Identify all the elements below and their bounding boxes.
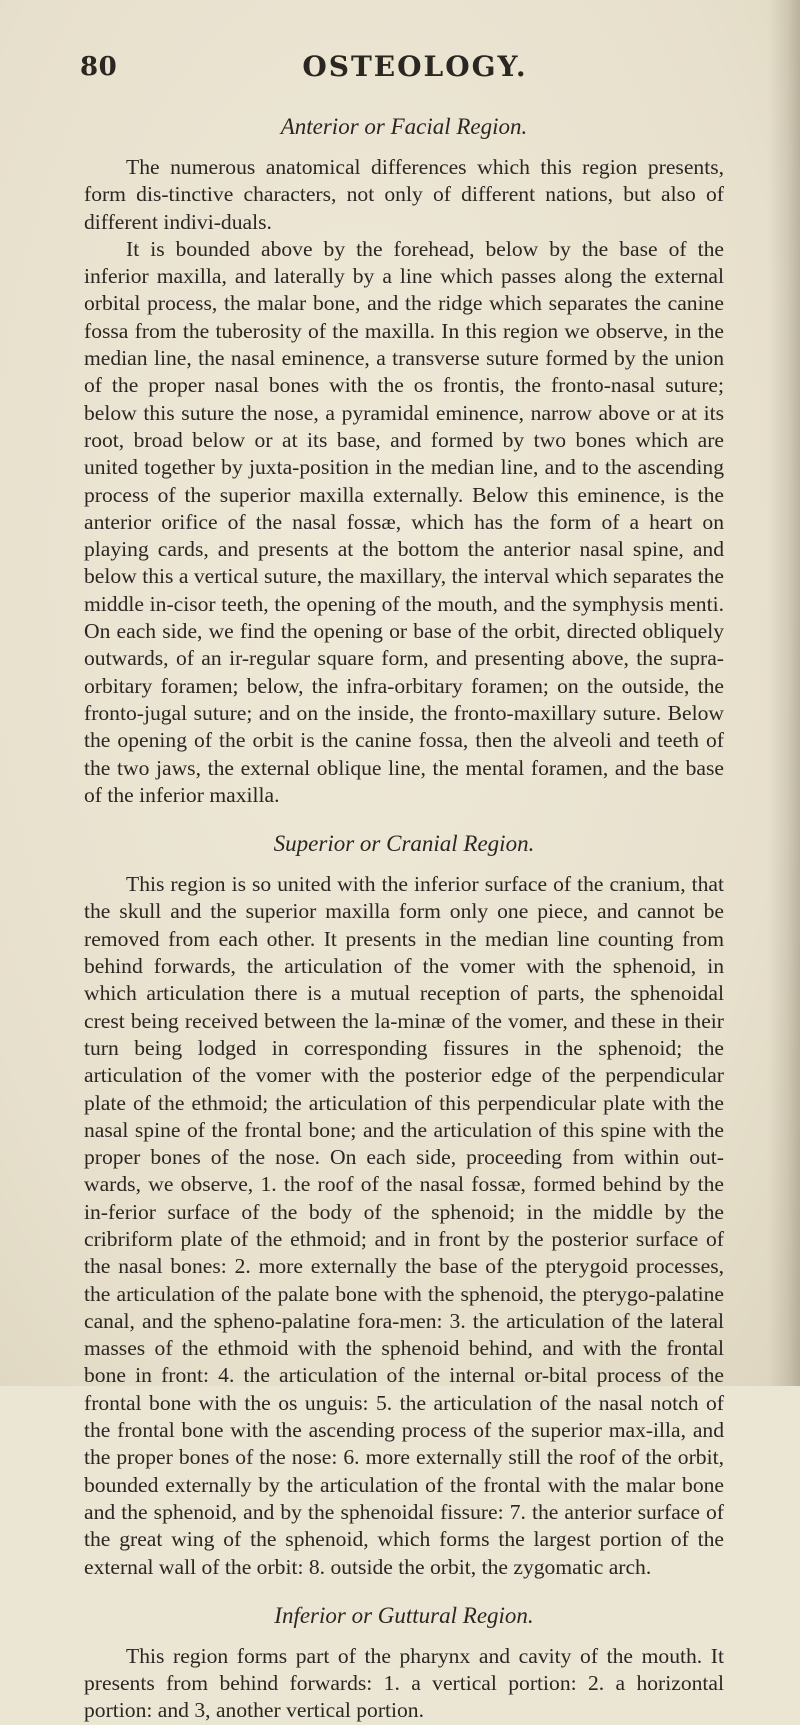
page-body: [84, 112, 724, 1725]
paragraph: This region forms part of the pharynx and cavity of the mouth. It presents from behind forwards: 1. a vertical portion: 2. a horizontal portion: and 3, another vertical portion.: [84, 1643, 724, 1723]
section-title-inferior: Inferior or Guttural Region.: [274, 1602, 534, 1628]
section-title-anterior: Anterior or Facial Region.: [280, 114, 528, 139]
paragraph: The numerous anatomical differences which this region presents, form dis-tinctive characters, not only of different nations, but also of different indivi-duals.: [84, 155, 724, 234]
paragraph: It is bounded above by the forehead, below by the base of the inferior maxilla, and laterally by a line which passes along the external orbital process, the malar bone, and the ridge which separates the canine fossa from the tuberosity of the maxilla. In this region we observe, in the median line, the nasal eminence, a transverse suture formed by the union of the proper nasal bones with the os frontis, the fronto-nasal suture; below this suture the nose, a pyramidal eminence, narrow above or at its root, broad below or at its base, and formed by two bones which are united together by juxta-position in the median line, and to the ascending process of the superior maxilla externally. Below this eminence, is the anterior orifice of the nasal fossæ, which has the form of a heart on playing cards, and presents at the bottom the anterior nasal spine, and below this a vertical suture, the maxillary, the interval which separates the middle in-cisor teeth, the opening of the mouth, and the symphysis menti. On each side, we find the opening or base of the orbit, directed obliquely outwards, of an ir-regular square form, and presenting above, the supra-orbitary foramen; below, the infra-orbitary foramen; on the outside, the fronto-jugal suture; and on the inside, the fronto-maxillary suture. Below the opening of the orbit is the canine fossa, then the alveoli and teeth of the two jaws, the external oblique line, the mental foramen, and the base of the inferior maxilla.: [84, 236, 724, 807]
running-head: OSTEOLOGY.: [302, 50, 528, 83]
page-number: 80: [80, 52, 118, 82]
page-header: [80, 48, 720, 88]
paragraph: This region is so united with the inferior surface of the cranium, that the skull and the superior maxilla form only one piece, and cannot be removed from each other. It presents in the median line counting from behind forwards, the articulation of the vomer with the sphenoid, in which articulation there is a mutual reception of parts, the sphenoidal crest being received between the la-minæ of the vomer, and these in their turn being lodged in corresponding fissures in the sphenoid; the articulation of the vomer with the posterior edge of the perpendicular plate of the ethmoid; the articulation of this perpendicular plate with the nasal spine of the frontal bone; and the articulation of this spine with the proper bones of the nose. On each side, proceeding from within out-wards, we observe, 1. the roof of the nasal fossæ, formed behind by the in-ferior surface of the body of the sphenoid; in the middle by the cribriform plate of the ethmoid; and in front by the posterior surface of the nasal bones: 2. more externally the base of the pterygoid processes, the articulation of the palate bone with the sphenoid, the pterygo-palatine canal, and the spheno-palatine fora-men: 3. the articulation of the lateral masses of the ethmoid with the sphenoid behind, and with the frontal bone in front: 4. the articulation of the internal or-bital process of the frontal bone with the os unguis: 5. the articulation of the nasal notch of the frontal bone with the ascending process of the superior max-illa, and the proper bones of the nose: 6. more externally still the roof of the orbit, bounded externally by the articulation of the frontal with the malar bone and the sphenoid, and by the sphenoidal fissure: 7. the anterior surface of the great wing of the sphenoid, which forms the largest portion of the external wall of the orbit: 8. outside the orbit, the zygomatic arch.: [84, 872, 724, 1579]
section-title-superior: Superior or Cranial Region.: [273, 831, 535, 857]
page-edge-shadow: [768, 0, 800, 1386]
